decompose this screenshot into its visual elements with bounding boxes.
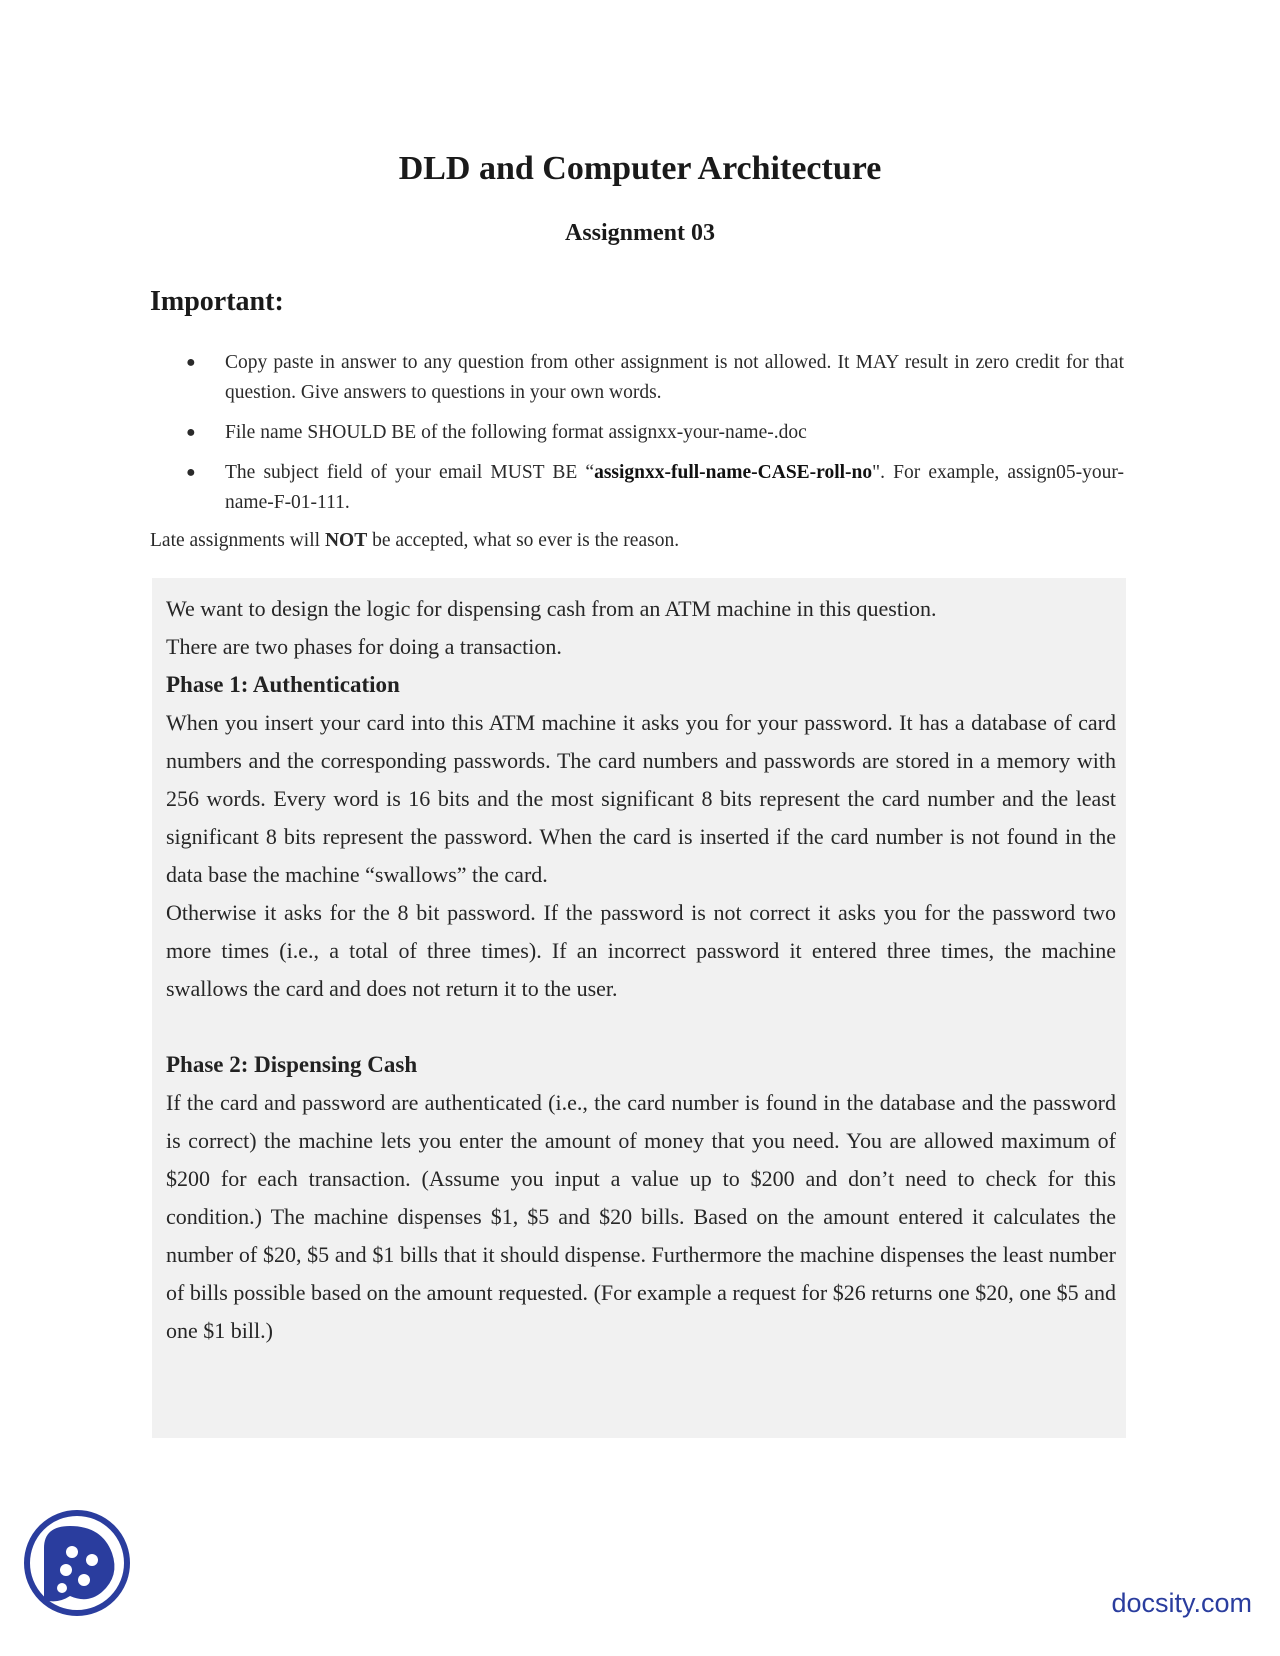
bullet-icon: ● — [186, 354, 196, 371]
late-note — [150, 530, 679, 552]
rule-text-after: ". For example, assign05-your-name-F-01-111. — [225, 462, 1124, 513]
phase2-heading: Phase 2: Dispensing Cash — [166, 1052, 418, 1077]
bullet-icon: ● — [186, 424, 196, 441]
phase2-paragraph-1: If the card and password are authenticated (i.e., the card number is found in the database and the password is correct) the machine lets you enter the amount of money that you need. You are allowed maximum of $200 for each transaction. (Assume you input a value up to $200 and don’t need to check for this condition.) The machine dispenses $1, $5 and $20 bills. Based on the amount entered it calculates the number of $20, $5 and $1 bills that it should dispense. Furthermore the machine dispenses the least number of bills possible based on the amount requested. (For example a request for $26 returns one $20, one $5 and one $1 bill.) — [166, 1090, 1116, 1343]
phase1-paragraph-2: Otherwise it asks for the 8 bit password. If the password is not correct it asks you for the password two more times (i.e., a total of three times). If an incorrect password it entered three times, the machine swallows the card and does not return it to the user. — [166, 900, 1116, 1001]
spacer — [166, 1008, 1116, 1046]
page-title: DLD and Computer Architecture — [398, 150, 882, 187]
bullet-icon: ● — [186, 464, 196, 481]
question-intro-2: There are two phases for doing a transaction. — [166, 634, 562, 659]
phase1-heading: Phase 1: Authentication — [166, 672, 400, 697]
docsity-logo-icon — [22, 1508, 132, 1618]
rule-text: File name SHOULD BE of the following format assignxx-your-name-.doc — [225, 422, 807, 443]
rule-text-before: The subject field of your email MUST BE “ — [225, 462, 595, 483]
late-note-bold: NOT — [324, 530, 368, 551]
list-item — [150, 348, 1124, 408]
late-note-before: Late assignments will — [150, 530, 325, 551]
question-intro-1: We want to design the logic for dispensing cash from an ATM machine in this question. — [166, 596, 937, 621]
late-note-after: be accepted, what so ever is the reason. — [367, 530, 680, 551]
list-item — [150, 418, 1124, 448]
rule-text: Copy paste in answer to any question from other assignment is not allowed. It MAY result in zero credit for that question. Give answers to questions in your own words. — [225, 352, 1124, 403]
phase1-paragraph-1: When you insert your card into this ATM machine it asks you for your password. It has a database of card numbers and the corresponding passwords. The card numbers and passwords are stored in a memory with 256 words. Every word is 16 bits and the most significant 8 bits represent the card number and the least significant 8 bits represent the password. When the card is inserted if the card number is not found in the data base the machine “swallows” the card. — [166, 710, 1116, 887]
rule-text-bold: assignxx-full-name-CASE-roll-no — [594, 462, 873, 483]
rules-list — [150, 348, 1124, 528]
question-scan — [152, 578, 1126, 1438]
important-heading: Important: — [150, 286, 284, 317]
assignment-number: Assignment 03 — [564, 220, 715, 246]
docsity-brand-link[interactable]: docsity.com — [1111, 1588, 1252, 1618]
list-item — [150, 458, 1124, 518]
